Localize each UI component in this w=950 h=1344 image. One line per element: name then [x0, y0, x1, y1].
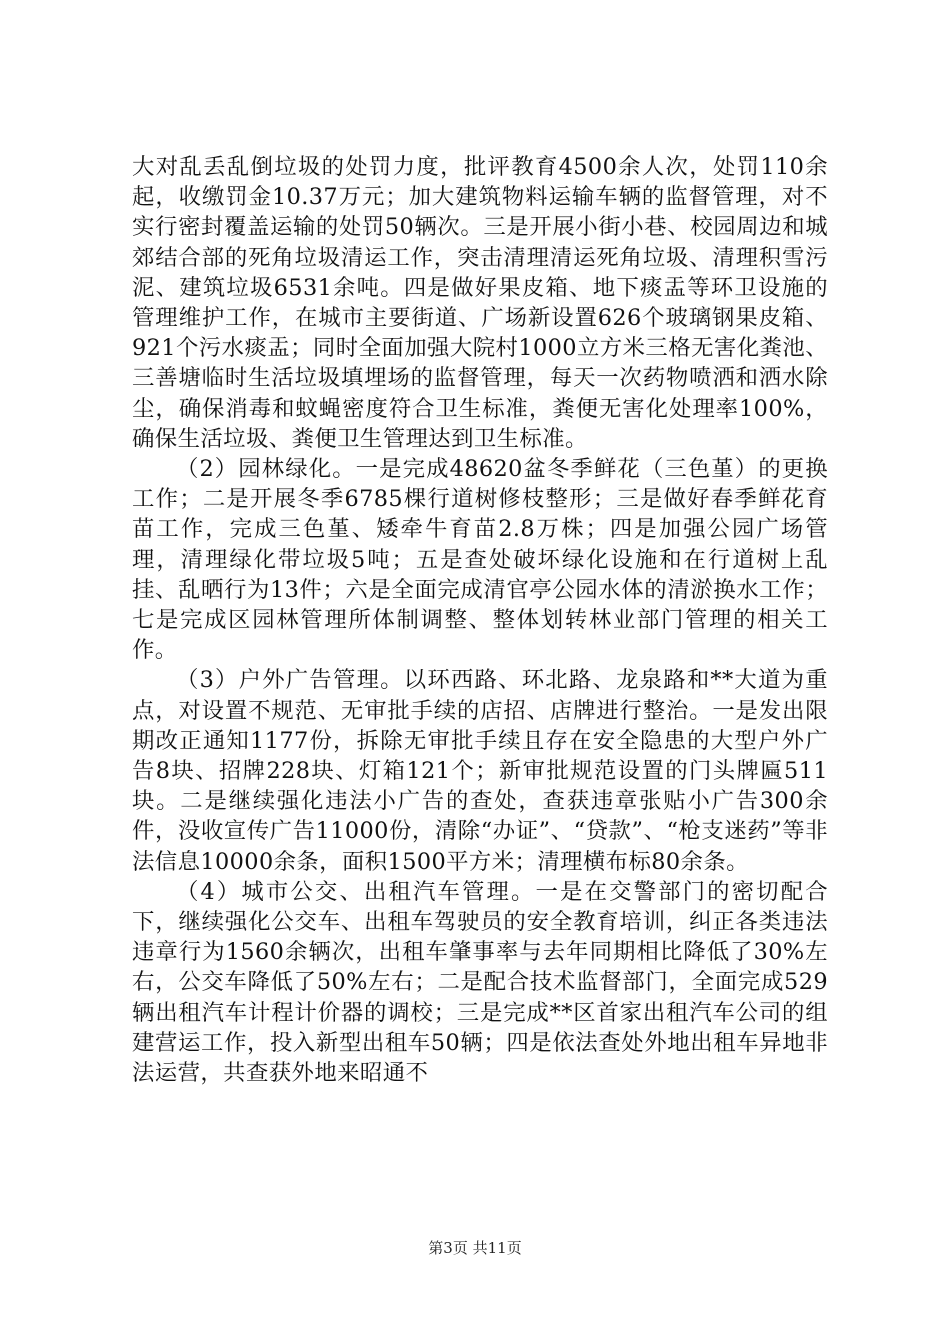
- paragraph-public-transport-taxi: （4）城市公交、出租汽车管理。一是在交警部门的密切配合下，继续强化公交车、出租车驾驶员的安全教育培训，纠正各类违法违章行为1560余辆次，出租车肇事率与去年同期相比降低了30%左右，公交车降低了50%左右；二是配合技术监督部门，全面完成529辆出租汽车计程计价器的调校；三是完成**区首家出租汽车公司的组建营运工作，投入新型出租车50辆；四是依法查处外地出租车异地非法运营，共查获外地来昭通不: [132, 878, 828, 1087]
- page-footer: 第3页 共11页: [428, 1239, 522, 1257]
- document-body: [132, 152, 828, 1088]
- paragraph-landscaping: （2）园林绿化。一是完成48620盆冬季鲜花（三色堇）的更换工作；二是开展冬季6785棵行道树修枝整形；三是做好春季鲜花育苗工作，完成三色堇、矮牵牛育苗2.8万株；四是加强公园广场管理，清理绿化带垃圾5吨；五是查处破坏绿化设施和在行道树上乱挂、乱晒行为13件；六是全面完成清官亭公园水体的清淤换水工作；七是完成区园林管理所体制调整、整体划转林业部门管理的相关工作。: [132, 456, 828, 664]
- paragraph-outdoor-advertising: （3）户外广告管理。以环西路、环北路、龙泉路和**大道为重点，对设置不规范、无审批手续的店招、店牌进行整治。一是发出限期改正通知1177份，拆除无审批手续且存在安全隐患的大型户外广告8块、招牌228块、灯箱121个；新审批规范设置的门头牌匾511块。二是继续强化违法小广告的查处，查获违章张贴小广告300余件，没收宣传广告11000份，清除“办证”、“贷款”、“枪支迷药”等非法信息10000余条，面积1500平方米；清理横布标80余条。: [132, 667, 828, 875]
- paragraph-sanitation-continued: 大对乱丢乱倒垃圾的处罚力度，批评教育4500余人次，处罚110余起，收缴罚金10.37万元；加大建筑物料运输车辆的监督管理，对不实行密封覆盖运输的处罚50辆次。三是开展小街小巷、校园周边和城郊结合部的死角垃圾清运工作，突击清理清运死角垃圾、清理积雪污泥、建筑垃圾6531余吨。四是做好果皮箱、地下痰盂等环卫设施的管理维护工作，在城市主要街道、广场新设置626个玻璃钢果皮箱、921个污水痰盂；同时全面加强大院村1000立方米三格无害化粪池、三善塘临时生活垃圾填埋场的监督管理，每天一次药物喷洒和洒水除尘，确保消毒和蚊蝇密度符合卫生标准，粪便无害化处理率100%，确保生活垃圾、粪便卫生管理达到卫生标准。: [132, 154, 828, 452]
